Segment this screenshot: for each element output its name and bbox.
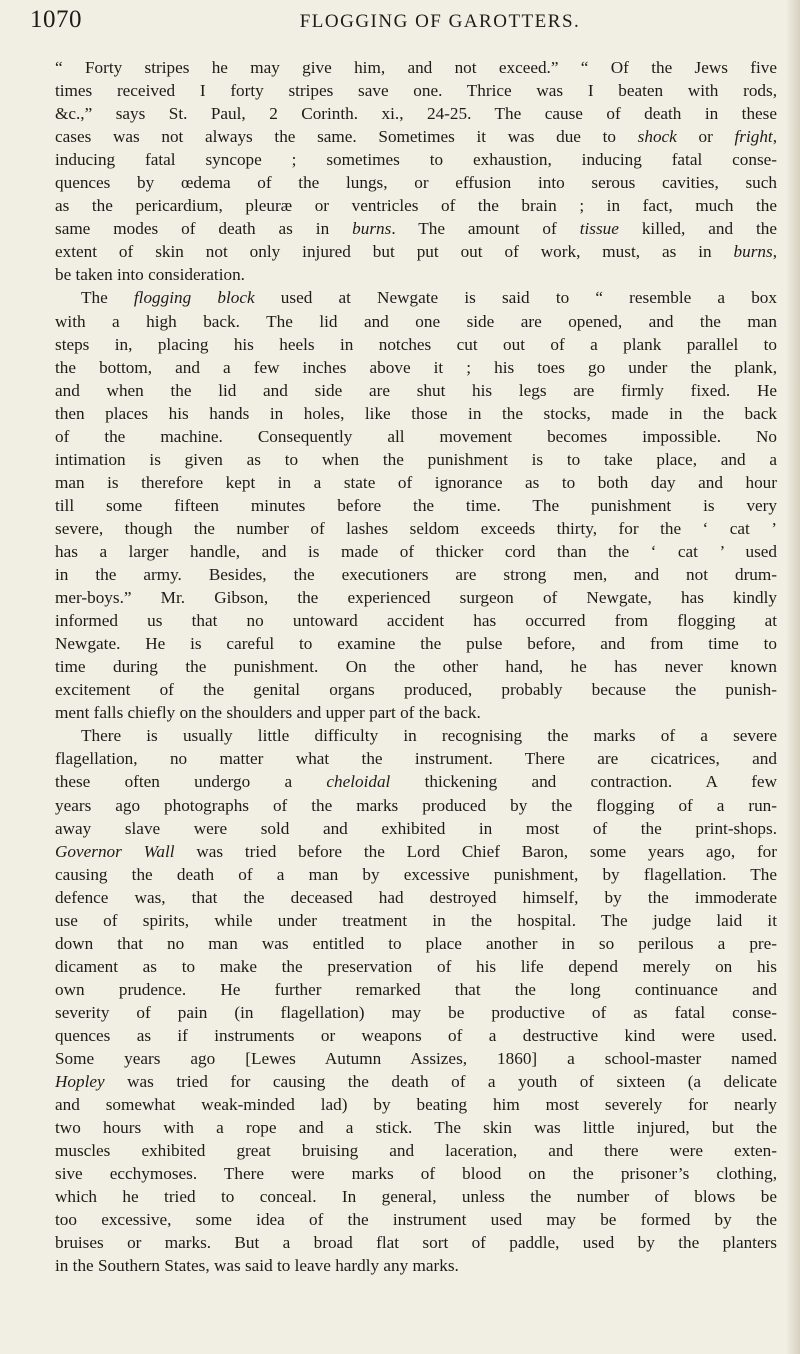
text-line: of the machine. Consequently all movement becomes impossible. No: [55, 426, 777, 446]
text-line: these often undergo a cheloidal thickening and contraction. A few: [55, 772, 777, 792]
text-line: and when the lid and side are shut his legs are firmly fixed. He: [55, 380, 777, 400]
text-line: cases was not always the same. Sometimes it was due to shock or fright,: [55, 127, 777, 147]
text-line: quences as if instruments or weapons of a destructive kind were used.: [55, 1025, 777, 1045]
text-line: There is usually little difficulty in recognising the marks of a severe: [81, 726, 777, 746]
running-head: FLOGGING OF GAROTTERS.: [299, 11, 581, 32]
text-line: muscles exhibited great bruising and laceration, and there were exten-: [55, 1141, 777, 1161]
text-line: the bottom, and a few inches above it ; his toes go under the plank,: [55, 357, 777, 377]
text-line: down that no man was entitled to place another in so perilous a pre-: [55, 933, 777, 953]
text-line: with a high back. The lid and one side are opened, and the man: [55, 311, 777, 331]
paragraph: [55, 286, 777, 724]
text-line: mer-boys.” Mr. Gibson, the experienced surgeon of Newgate, has kindly: [55, 588, 777, 608]
text-line: defence was, that the deceased had destroyed himself, by the immoderate: [55, 887, 777, 907]
text-line: times received I forty stripes save one. Thrice was I beaten with rods,: [55, 81, 777, 101]
text-line: dicament as to make the preservation of his life depend merely on his: [55, 956, 777, 976]
text-line: quences by œdema of the lungs, or effusion into serous cavities, such: [55, 173, 777, 193]
page-header: [30, 6, 770, 40]
text-line: “ Forty stripes he may give him, and not exceed.” “ Of the Jews five: [55, 58, 777, 77]
text-line: sive ecchymoses. There were marks of blood on the prisoner’s clothing,: [55, 1164, 777, 1184]
page-edge-shadow: [786, 0, 800, 1354]
paragraph: [55, 56, 777, 286]
text-line: in the Southern States, was said to leave hardly any marks.: [55, 1256, 459, 1276]
text-line: informed us that no untoward accident has occurred from flogging at: [55, 611, 777, 631]
text-line: bruises or marks. But a broad flat sort of paddle, used by the planters: [55, 1233, 777, 1253]
text-line: own prudence. He further remarked that the long continuance and: [55, 979, 777, 999]
text-line: severity of pain (in flagellation) may be productive of as fatal conse-: [55, 1002, 777, 1022]
text-line: be taken into consideration.: [55, 265, 245, 285]
text-line: too excessive, some idea of the instrument used may be formed by the: [55, 1210, 777, 1230]
text-line: time during the punishment. On the other hand, he has never known: [55, 657, 777, 677]
text-line: two hours with a rope and a stick. The skin was little injured, but the: [55, 1118, 777, 1138]
text-line: in the army. Besides, the executioners are strong men, and not drum-: [55, 565, 777, 585]
text-line: Newgate. He is careful to examine the pulse before, and from time to: [55, 634, 777, 654]
text-line: steps in, placing his heels in notches cut out of a plank parallel to: [55, 334, 777, 354]
text-line: inducing fatal syncope ; sometimes to exhaustion, inducing fatal conse-: [55, 150, 777, 170]
text-line: extent of skin not only injured but put out of work, must, as in burns,: [55, 242, 777, 262]
text-line: man is therefore kept in a state of ignorance as to both day and hour: [55, 472, 777, 492]
body-text: [55, 56, 777, 1277]
text-line: The flogging block used at Newgate is said to “ resemble a box: [81, 288, 777, 308]
text-line: &c.,” says St. Paul, 2 Corinth. xi., 24-25. The cause of death in these: [55, 104, 777, 124]
text-line: Hopley was tried for causing the death of a youth of sixteen (a delicate: [55, 1072, 777, 1092]
text-line: excitement of the genital organs produced, probably because the punish-: [55, 680, 777, 700]
text-line: and somewhat weak-minded lad) by beating him most severely for nearly: [55, 1095, 777, 1115]
text-line: years ago photographs of the marks produced by the flogging of a run-: [55, 795, 777, 815]
text-line: then places his hands in holes, like those in the stocks, made in the back: [55, 403, 777, 423]
text-line: intimation is given as to when the punishment is to take place, and a: [55, 449, 777, 469]
text-line: same modes of death as in burns. The amount of tissue killed, and the: [55, 219, 777, 239]
page-number: 1070: [30, 6, 82, 33]
text-line: till some fifteen minutes before the time. The punishment is very: [55, 495, 777, 515]
paragraph: [55, 724, 777, 1277]
text-line: away slave were sold and exhibited in most of the print-shops.: [55, 818, 777, 838]
text-line: flagellation, no matter what the instrument. There are cicatrices, and: [55, 749, 777, 769]
text-line: Some years ago [Lewes Autumn Assizes, 1860] a school-master named: [55, 1049, 777, 1069]
text-line: causing the death of a man by excessive punishment, by flagellation. The: [55, 864, 777, 884]
text-line: severe, though the number of lashes seldom exceeds thirty, for the ‘ cat ’: [55, 518, 777, 538]
text-line: which he tried to conceal. In general, unless the number of blows be: [55, 1187, 777, 1207]
text-line: has a larger handle, and is made of thicker cord than the ‘ cat ’ used: [55, 541, 777, 561]
text-line: ment falls chiefly on the shoulders and upper part of the back.: [55, 703, 481, 723]
text-line: Governor Wall was tried before the Lord Chief Baron, some years ago, for: [55, 841, 777, 861]
text-line: as the pericardium, pleuræ or ventricles of the brain ; in fact, much the: [55, 196, 777, 216]
text-line: use of spirits, while under treatment in the hospital. The judge laid it: [55, 910, 777, 930]
